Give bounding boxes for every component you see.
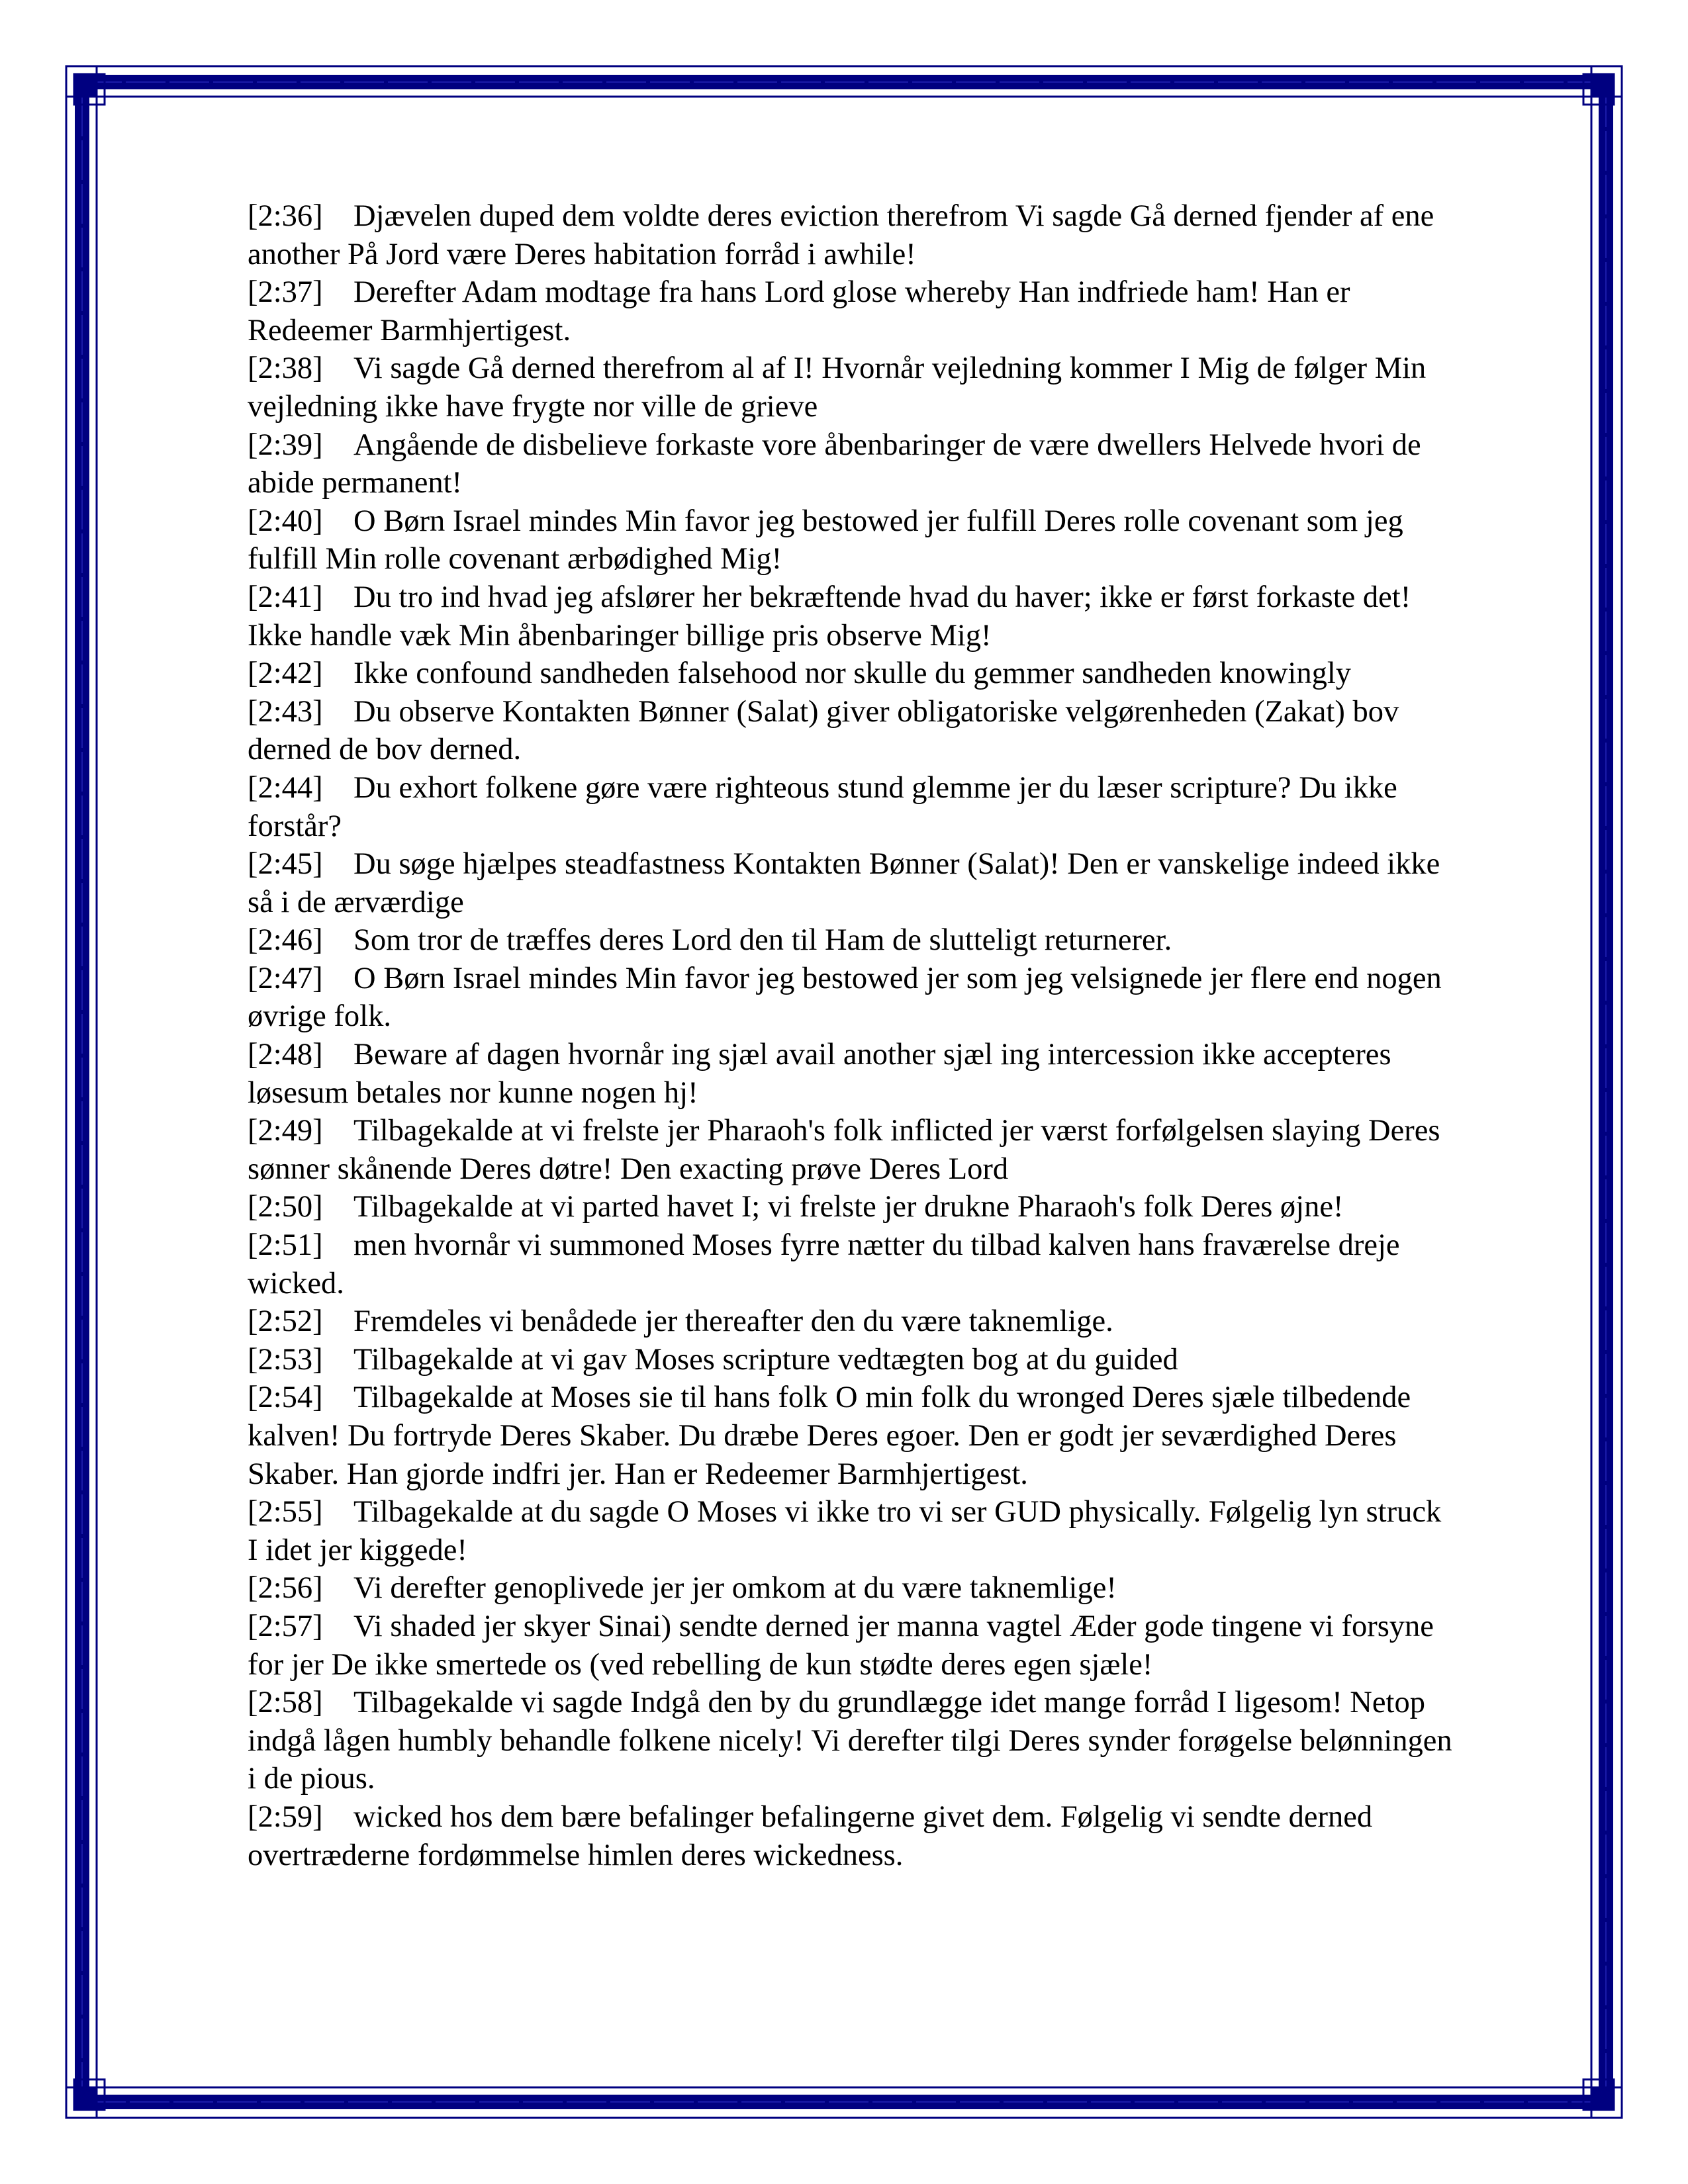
- verse-reference: [2:50]: [248, 1190, 323, 1224]
- verse-reference: [2:58]: [248, 1686, 323, 1720]
- verse-text: Tilbagekalde at du sagde O Moses vi ikke tro vi ser GUD physically. Følgelig lyn struck I idet jer kiggede!: [248, 1495, 1442, 1567]
- verse-item: [248, 921, 1452, 960]
- verse-item: [248, 769, 1452, 845]
- verse-text: Tilbagekalde at vi parted havet I; vi frelste jer drukne Pharaoh's folk Deres øjne!: [353, 1190, 1344, 1224]
- verse-item: [248, 426, 1452, 502]
- verse-item: [248, 1226, 1452, 1302]
- verse-text: Du exhort folkene gøre være righteous stund glemme jer du læser scripture? Du ikke forstår?: [248, 770, 1397, 843]
- verse-text: O Børn Israel mindes Min favor jeg bestowed jer fulfill Deres rolle covenant som jeg fulfill Min rolle covenant ærbødighed Mig!: [248, 504, 1403, 576]
- verse-text: Ikke confound sandheden falsehood nor skulle du gemmer sandheden knowingly: [353, 657, 1352, 691]
- verse-item: [248, 578, 1452, 655]
- verse-reference: [2:54]: [248, 1381, 323, 1415]
- verse-item: [248, 1036, 1452, 1112]
- verse-text: Djævelen duped dem voldte deres eviction therefrom Vi sagde Gå derned fjender af ene another På Jord være Deres habitation forråd i awhile!: [248, 199, 1434, 271]
- verse-item: [248, 1379, 1452, 1493]
- verse-item: [248, 1608, 1452, 1684]
- verse-text: O Børn Israel mindes Min favor jeg bestowed jer som jeg velsignede jer flere end nogen øvrige folk.: [248, 961, 1442, 1034]
- verse-text: wicked hos dem bære befalinger befalingerne givet dem. Følgelig vi sendte derned overtræderne fordømmelse himlen deres wickedness.: [248, 1799, 1373, 1872]
- verse-text: Som tror de træffes deres Lord den til Ham de slutteligt returnerer.: [353, 923, 1172, 958]
- verse-text: Du tro ind hvad jeg afslører her bekræftende hvad du haver; ikke er først forkaste det! Ikke handle væk Min åbenbaringer billige pris observe Mig!: [248, 580, 1411, 653]
- verse-item: [248, 502, 1452, 578]
- verse-item: [248, 1112, 1452, 1188]
- verse-item: [248, 655, 1452, 693]
- verse-text: Tilbagekalde vi sagde Indgå den by du grundlægge idet mange forråd I ligesom! Netop indgå lågen humbly behandle folkene nicely! Vi derefter tilgi Deres synder forøgelse belønningen i de pious.: [248, 1686, 1452, 1796]
- verse-item: [248, 1341, 1452, 1379]
- verse-reference: [2:44]: [248, 770, 323, 805]
- verse-reference: [2:53]: [248, 1342, 323, 1377]
- verse-reference: [2:55]: [248, 1495, 323, 1529]
- verse-text: men hvornår vi summoned Moses fyrre nætter du tilbad kalven hans fraværelse dreje wicked.: [248, 1228, 1400, 1300]
- verse-text: Tilbagekalde at Moses sie til hans folk O min folk du wronged Deres sjæle tilbedende kalven! Du fortryde Deres Skaber. Du dræbe Deres egoer. Den er godt jer seværdighed Deres Skaber. Han gjorde indfri jer. Han er Redeemer Barmhjertigest.: [248, 1381, 1411, 1491]
- verse-reference: [2:40]: [248, 504, 323, 538]
- verse-reference: [2:45]: [248, 847, 323, 882]
- verse-item: [248, 1493, 1452, 1569]
- verse-reference: [2:47]: [248, 961, 323, 995]
- verse-item: [248, 197, 1452, 273]
- verse-item: [248, 1188, 1452, 1226]
- verse-item: [248, 693, 1452, 769]
- verse-item: [248, 1569, 1452, 1608]
- verse-list: [248, 197, 1452, 1874]
- verse-reference: [2:52]: [248, 1304, 323, 1339]
- verse-item: [248, 1302, 1452, 1341]
- verse-text: Vi sagde Gå derned therefrom al af I! Hvornår vejledning kommer I Mig de følger Min vejledning ikke have frygte nor ville de grieve: [248, 351, 1427, 424]
- verse-text: Tilbagekalde at vi gav Moses scripture vedtægten bog at du guided: [353, 1342, 1178, 1377]
- verse-item: [248, 349, 1452, 426]
- verse-item: [248, 273, 1452, 349]
- verse-reference: [2:37]: [248, 275, 323, 310]
- verse-text: Du søge hjælpes steadfastness Kontakten Bønner (Salat)! Den er vanskelige indeed ikke så i de ærværdige: [248, 847, 1440, 919]
- verse-reference: [2:57]: [248, 1609, 323, 1643]
- verse-text: Tilbagekalde at vi frelste jer Pharaoh's folk inflicted jer værst forfølgelsen slaying Deres sønner skånende Deres døtre! Den exacting prøve Deres Lord: [248, 1114, 1440, 1186]
- verse-text: Fremdeles vi benådede jer thereafter den du være taknemlige.: [353, 1304, 1113, 1339]
- verse-text: Derefter Adam modtage fra hans Lord glose whereby Han indfriede ham! Han er Redeemer Barmhjertigest.: [248, 275, 1350, 347]
- verse-text: Vi shaded jer skyer Sinai) sendte derned jer manna vagtel Æder gode tingene vi forsyne for jer De ikke smertede os (ved rebelling de kun stødte deres egen sjæle!: [248, 1609, 1434, 1682]
- verse-reference: [2:56]: [248, 1571, 323, 1606]
- verse-item: [248, 1684, 1452, 1798]
- verse-text: Beware af dagen hvornår ing sjæl avail another sjæl ing intercession ikke accepteres løsesum betales nor kunne nogen hj!: [248, 1038, 1391, 1110]
- verse-reference: [2:48]: [248, 1038, 323, 1072]
- verse-reference: [2:43]: [248, 694, 323, 729]
- verse-reference: [2:49]: [248, 1114, 323, 1148]
- verse-reference: [2:46]: [248, 923, 323, 958]
- verse-reference: [2:51]: [248, 1228, 323, 1263]
- verse-text: Vi derefter genoplivede jer jer omkom at du være taknemlige!: [353, 1571, 1117, 1606]
- verse-reference: [2:59]: [248, 1799, 323, 1834]
- verse-text: Angående de disbelieve forkaste vore åbenbaringer de være dwellers Helvede hvori de abide permanent!: [248, 428, 1421, 500]
- verse-text: Du observe Kontakten Bønner (Salat) giver obligatoriske velgørenheden (Zakat) bov derned de bov derned.: [248, 694, 1399, 767]
- verse-reference: [2:38]: [248, 351, 323, 386]
- verse-reference: [2:42]: [248, 657, 323, 691]
- verse-item: [248, 960, 1452, 1036]
- verse-item: [248, 1798, 1452, 1874]
- verse-reference: [2:39]: [248, 428, 323, 462]
- verse-reference: [2:41]: [248, 580, 323, 614]
- verse-reference: [2:36]: [248, 199, 323, 233]
- verse-item: [248, 845, 1452, 921]
